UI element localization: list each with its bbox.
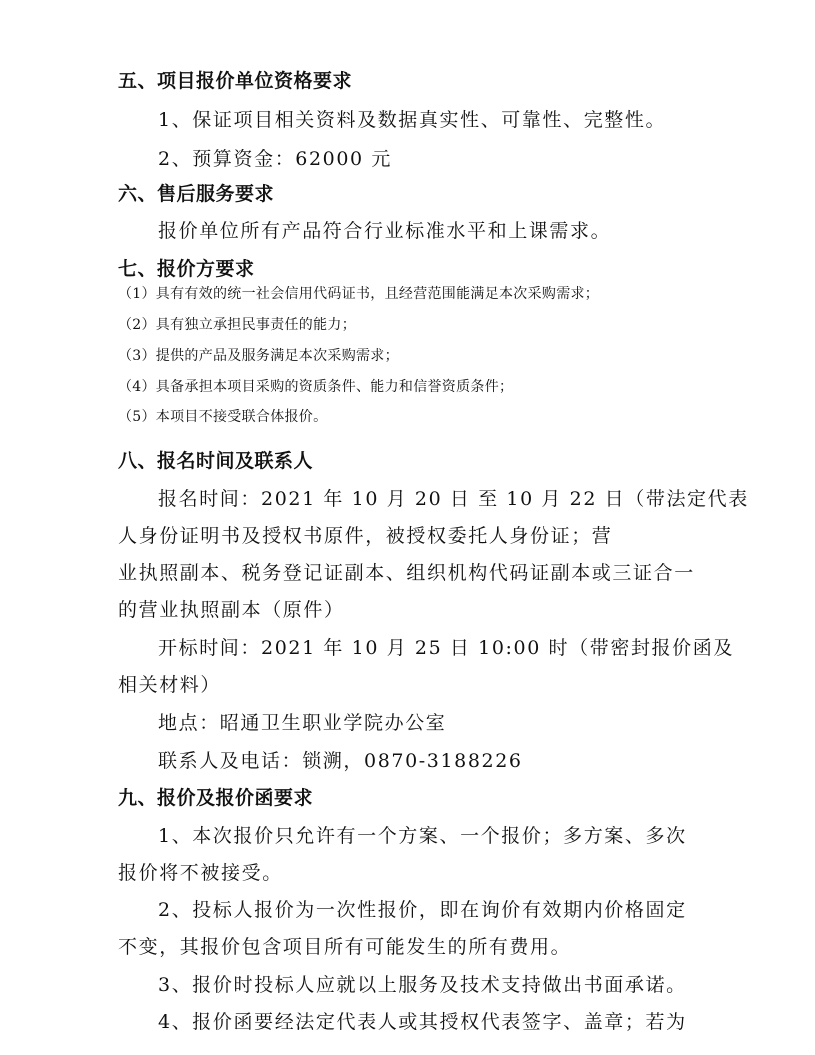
section-9-item-2-line-2: 不变，其报价包含项目所有可能发生的所有费用。 bbox=[118, 936, 572, 958]
section-7-item-1: （1）具有有效的统一社会信用代码证书，且经营范围能满足本次采购需求； bbox=[118, 286, 600, 302]
section-5-item-1: 1、保证项目相关资料及数据真实性、可靠性、完整性。 bbox=[158, 109, 667, 131]
registration-line-3: 业执照副本、税务登记证副本、组织机构代码证副本或三证合一 bbox=[118, 562, 695, 584]
section-7-item-5: （5）本项目不接受联合体报价。 bbox=[118, 409, 328, 425]
section-8-heading: 八、报名时间及联系人 bbox=[118, 450, 314, 472]
section-6-heading: 六、售后服务要求 bbox=[118, 183, 275, 205]
section-7-item-2: （2）具有独立承担民事责任的能力； bbox=[118, 317, 357, 333]
section-9-heading: 九、报价及报价函要求 bbox=[118, 787, 314, 809]
section-5-heading: 五、项目报价单位资格要求 bbox=[118, 70, 353, 92]
section-9-item-1-line-2: 报价将不被接受。 bbox=[118, 862, 283, 884]
location-line: 地点：昭通卫生职业学院办公室 bbox=[158, 712, 447, 734]
section-7-item-3: （3）提供的产品及服务满足本次采购需求； bbox=[118, 348, 399, 364]
section-9-item-2-line-1: 2、投标人报价为一次性报价，即在询价有效期内价格固定 bbox=[158, 899, 687, 921]
opening-line-2: 相关材料） bbox=[118, 674, 222, 696]
registration-line-1: 报名时间：2021 年 10 月 20 日 至 10 月 22 日（带法定代表 bbox=[158, 488, 749, 510]
registration-line-4: 的营业执照副本（原件） bbox=[118, 599, 345, 621]
section-6-body: 报价单位所有产品符合行业标准水平和上课需求。 bbox=[158, 220, 612, 242]
section-7-item-4: （4）具备承担本项目采购的资质条件、能力和信誉资质条件； bbox=[118, 379, 514, 395]
section-9-item-1-line-1: 1、本次报价只允许有一个方案、一个报价；多方案、多次 bbox=[158, 825, 687, 847]
section-9-item-4: 4、报价函要经法定代表人或其授权代表签字、盖章；若为 bbox=[158, 1011, 687, 1033]
contact-line: 联系人及电话：锁溯，0870-3188226 bbox=[158, 750, 523, 772]
section-5-item-2: 2、预算资金：62000 元 bbox=[158, 148, 392, 170]
registration-line-2: 人身份证明书及授权书原件，被授权委托人身份证；营 bbox=[118, 525, 613, 547]
section-9-item-3: 3、报价时投标人应就以上服务及技术支持做出书面承诺。 bbox=[158, 974, 687, 996]
opening-line-1: 开标时间：2021 年 10 月 25 日 10:00 时（带密封报价函及 bbox=[158, 637, 734, 659]
section-7-heading: 七、报价方要求 bbox=[118, 258, 255, 280]
